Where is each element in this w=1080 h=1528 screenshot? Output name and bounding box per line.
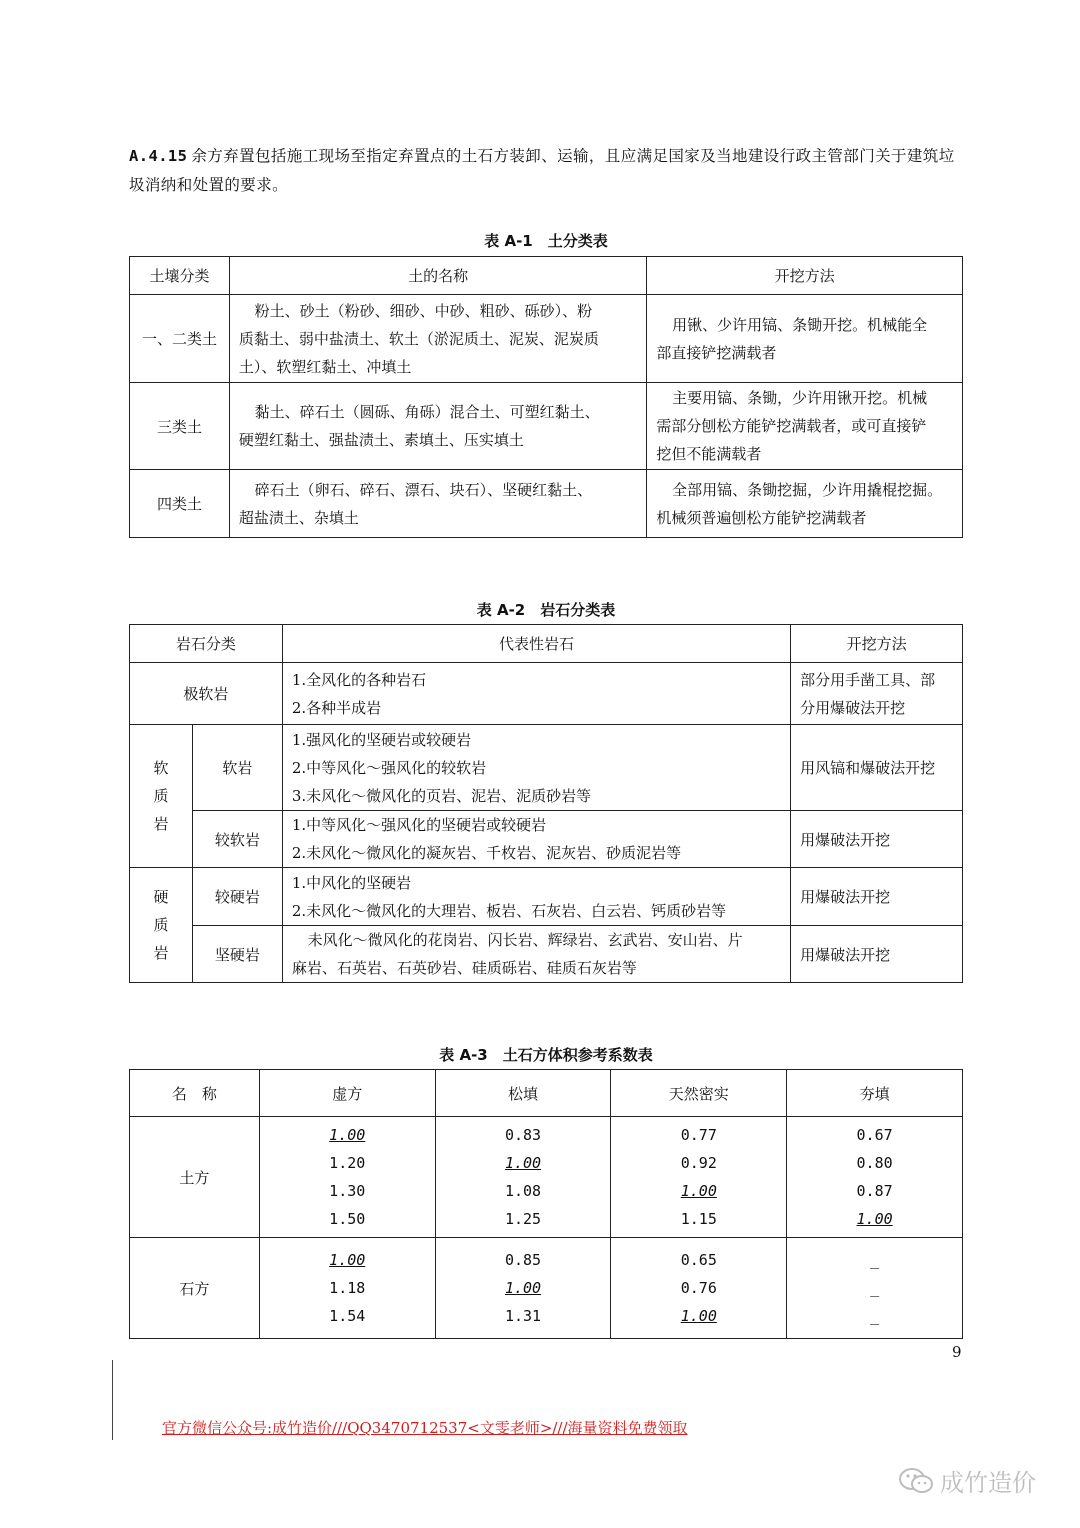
rock-class: 较软岩 <box>192 811 282 868</box>
table2-header-method: 开挖方法 <box>791 625 963 663</box>
rock-class: 坚硬岩 <box>192 926 282 983</box>
clause-paragraph <box>129 142 964 200</box>
clause-number: A.4.15 <box>129 147 188 165</box>
dig-method: 用爆破法开挖 <box>791 926 963 983</box>
coef-col: _ _ _ <box>787 1238 963 1339</box>
rock-list: 1.中风化的坚硬岩 2.未风化～微风化的大理岩、板岩、石灰岩、白云岩、钙质砂岩等 <box>282 868 790 926</box>
soft-rock-group: 软 质 岩 <box>130 725 193 868</box>
rock-label: 石方 <box>130 1238 260 1339</box>
table-row <box>130 725 963 811</box>
soil-class: 三类土 <box>130 383 230 470</box>
volume-coefficient-table <box>129 1069 963 1339</box>
table-row <box>130 383 963 470</box>
table3-header-name: 名 称 <box>130 1070 260 1117</box>
soil-class: 一、二类土 <box>130 295 230 383</box>
table1-header-class: 土壤分类 <box>130 257 230 295</box>
dig-method: 部分用手凿工具、部 分用爆破法开挖 <box>791 663 963 725</box>
table2-header-class: 岩石分类 <box>130 625 283 663</box>
coef-col: 0.83 1.00 1.08 1.25 <box>435 1117 611 1238</box>
table3-header-loose: 虚方 <box>259 1070 435 1117</box>
coef-col: 0.67 0.80 0.87 1.00 <box>787 1117 963 1238</box>
clause-text: 余方弃置包括施工现场至指定弃置点的土石方装卸、运输，且应满足国家及当地建设行政主管部门关于建筑垃圾消纳和处置的要求。 <box>129 147 955 194</box>
rock-list: 1.中等风化～强风化的坚硬岩或较硬岩 2.未风化～微风化的凝灰岩、千枚岩、泥灰岩、砂质泥岩等 <box>282 811 790 868</box>
table-row <box>130 470 963 538</box>
table-row <box>130 1117 963 1238</box>
hard-rock-group: 硬 质 岩 <box>130 868 193 983</box>
table3-header-natural: 天然密实 <box>611 1070 787 1117</box>
table1-caption: 表 A-1 土分类表 <box>484 232 608 250</box>
coef-col: 0.85 1.00 1.31 <box>435 1238 611 1339</box>
margin-line <box>112 1360 113 1440</box>
table3-caption: 表 A-3 土石方体积参考系数表 <box>439 1046 653 1064</box>
rock-list: 未风化～微风化的花岗岩、闪长岩、辉绿岩、玄武岩、安山岩、片 麻岩、石英岩、石英砂岩、硅质砾岩、硅质石灰岩等 <box>282 926 790 983</box>
rock-class: 较硬岩 <box>192 868 282 926</box>
soil-names: 碎石土（卵石、碎石、漂石、块石）、坚硬红黏土、 超盐渍土、杂填土 <box>229 470 646 538</box>
table-row <box>130 1238 963 1339</box>
rock-list: 1.全风化的各种岩石 2.各种半成岩 <box>282 663 790 725</box>
table3-header-backfill: 松填 <box>435 1070 611 1117</box>
rock-class: 软岩 <box>192 725 282 811</box>
rock-class: 极软岩 <box>130 663 283 725</box>
dig-method: 全部用镐、条锄挖掘，少许用撬棍挖掘。 机械须普遍刨松方能铲挖满载者 <box>647 470 963 538</box>
coef-col: 1.00 1.20 1.30 1.50 <box>259 1117 435 1238</box>
coef-col: 0.77 0.92 1.00 1.15 <box>611 1117 787 1238</box>
rock-list: 1.强风化的坚硬岩或较硬岩 2.中等风化～强风化的较软岩 3.未风化～微风化的页岩、泥岩、泥质砂岩等 <box>282 725 790 811</box>
table1-header-method: 开挖方法 <box>647 257 963 295</box>
table-row <box>130 295 963 383</box>
earth-label: 土方 <box>130 1117 260 1238</box>
dig-method: 用爆破法开挖 <box>791 811 963 868</box>
table1-header-name: 土的名称 <box>229 257 646 295</box>
table-row <box>130 663 963 725</box>
dig-method: 用风镐和爆破法开挖 <box>791 725 963 811</box>
table-row <box>130 868 963 926</box>
table2-caption: 表 A-2 岩石分类表 <box>476 601 616 619</box>
table-row <box>130 926 963 983</box>
dig-method: 用爆破法开挖 <box>791 868 963 926</box>
soil-classification-table <box>129 256 963 538</box>
dig-method: 用锹、少许用镐、条锄开挖。机械能全 部直接铲挖满载者 <box>647 295 963 383</box>
table3-header-compacted: 夯填 <box>787 1070 963 1117</box>
dig-method: 主要用镐、条锄，少许用锹开挖。机械 需部分刨松方能铲挖满载者，或可直接铲 挖但不能满载者 <box>647 383 963 470</box>
soil-class: 四类土 <box>130 470 230 538</box>
watermark-text: 成竹造价 <box>940 1469 1036 1497</box>
coef-col: 0.65 0.76 1.00 <box>611 1238 787 1339</box>
soil-names: 黏土、碎石土（圆砾、角砾）混合土、可塑红黏土、 硬塑红黏土、强盐渍土、素填土、压实填土 <box>229 383 646 470</box>
coef-col: 1.00 1.18 1.54 <box>259 1238 435 1339</box>
footer-ad-link[interactable]: 官方微信公众号:成竹造价///QQ3470712537<文雯老师>///海量资料免费领取 <box>162 1419 688 1437</box>
soil-names: 粉土、砂土（粉砂、细砂、中砂、粗砂、砾砂）、粉 质黏土、弱中盐渍土、软土（淤泥质土、泥炭、泥炭质 土）、软塑红黏土、冲填土 <box>229 295 646 383</box>
wechat-icon <box>898 1467 934 1495</box>
rock-classification-table <box>129 624 963 983</box>
table2-header-rocks: 代表性岩石 <box>282 625 790 663</box>
page-number: 9 <box>952 1343 962 1361</box>
table-row <box>130 811 963 868</box>
watermark <box>898 1463 1036 1498</box>
